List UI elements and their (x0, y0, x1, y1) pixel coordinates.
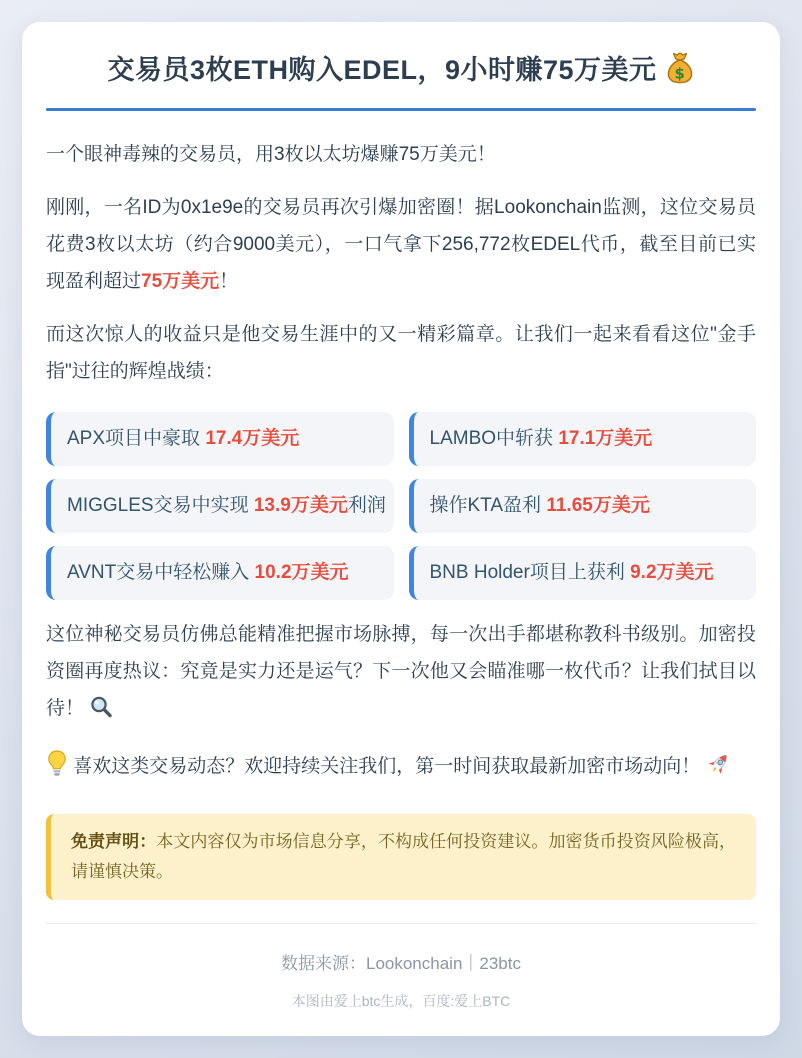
cta-text: 喜欢这类交易动态？欢迎持续关注我们，第一时间获取最新加密市场动向！ (68, 756, 706, 777)
analysis-paragraph (46, 616, 756, 732)
bulb-icon (46, 750, 68, 790)
stat-text: BNB Holder项目上获利 9.2万美元 (429, 562, 714, 583)
leadin-paragraph: 而这次惊人的收益只是他交易生涯中的又一精彩篇章。让我们一起来看看这位"金手指"过往的辉煌战绩： (46, 324, 756, 382)
disclaimer-box (46, 814, 756, 900)
page-title-text: 交易员3枚ETH购入EDEL，9小时赚75万美元 (107, 55, 657, 85)
footer-divider (46, 923, 756, 924)
stat-box-kta (409, 479, 757, 533)
page-title (46, 52, 756, 93)
stat-box-lambo (409, 412, 757, 466)
stat-text: 操作KTA盈利 11.65万美元 (429, 495, 650, 516)
svg-text:$: $ (674, 65, 685, 83)
title-divider (46, 108, 756, 111)
stat-box-avnt (46, 546, 394, 600)
credit-line: 本图由爱上btc生成，百度:爱上BTC (291, 993, 511, 1009)
stats-grid (46, 412, 756, 600)
stat-box-miggles (46, 479, 394, 533)
stat-text: APX项目中豪取 17.4万美元 (67, 428, 300, 449)
article-card (22, 22, 780, 1036)
intro-paragraph: 一个眼神毒辣的交易员，用3枚以太坊爆赚75万美元！ (46, 144, 496, 165)
stat-box-bnb-holder (409, 546, 757, 600)
cta-paragraph (46, 748, 756, 790)
rocket-icon (706, 751, 732, 790)
disclaimer-text: 本文内容仅为市场信息分享，不构成任何投资建议。加密货币投资风险极高，请谨慎决策。 (71, 832, 737, 881)
money-bag-icon (665, 52, 695, 93)
stat-box-apx (46, 412, 394, 466)
stat-text: MIGGLES交易中实现 13.9万美元利润 (67, 495, 386, 516)
disclaimer-label: 免责声明： (71, 832, 157, 851)
news-paragraph: 刚刚，一名ID为0x1e9e的交易员再次引爆加密圈！据Lookonchain监测，这位交易员花费3枚以太坊（约合9000美元），一口气拿下256,772枚EDEL代币，截至目前已实现盈利超过75万美元！ (46, 197, 756, 292)
data-source-line: 数据来源：Lookonchain｜23btc (280, 954, 521, 973)
magnifier-icon (89, 695, 113, 732)
stat-text: LAMBO中斩获 17.1万美元 (429, 428, 653, 449)
stat-text: AVNT交易中轻松赚入 10.2万美元 (67, 562, 349, 583)
analysis-text: 这位神秘交易员仿佛总能精准把握市场脉搏，每一次出手都堪称教科书级别。加密投资圈再度热议：究竟是实力还是运气？下一次他又会瞄准哪一枚代币？让我们拭目以待！ (46, 624, 756, 719)
